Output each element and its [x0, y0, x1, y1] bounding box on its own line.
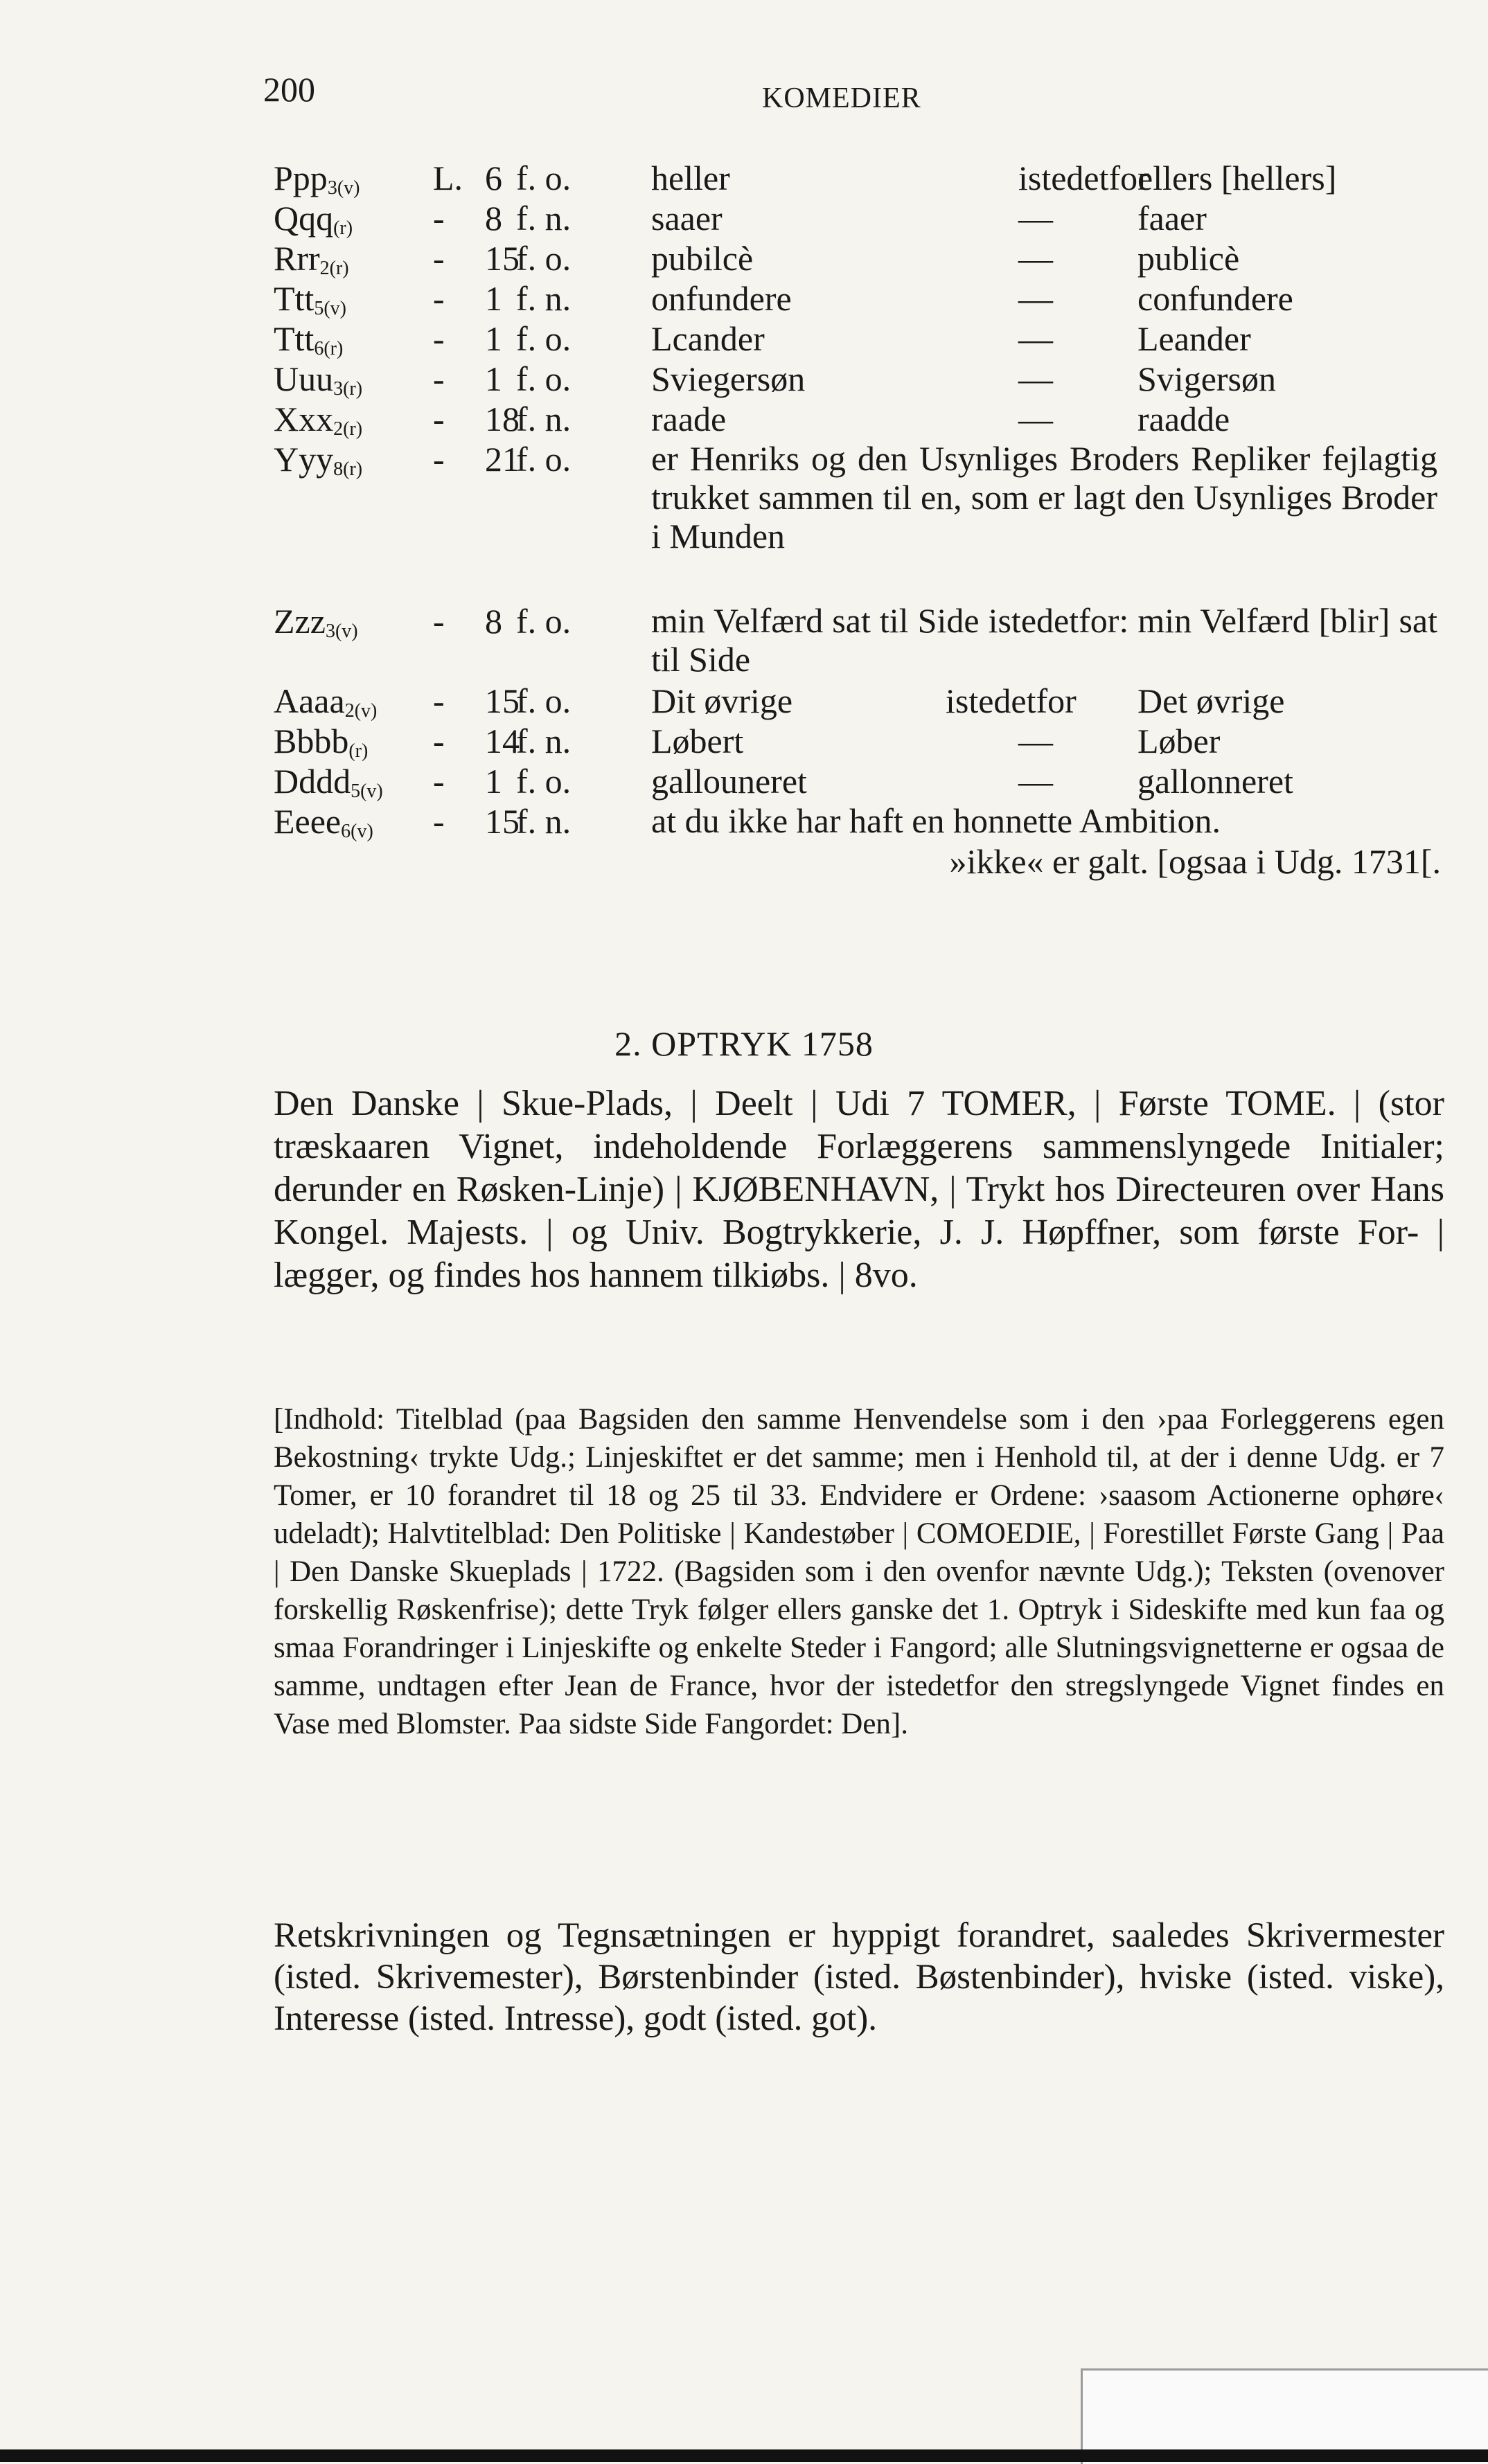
line-position: f. o.: [516, 319, 572, 358]
line-position: f. o.: [516, 762, 572, 801]
section-title: 2. OPTRYK 1758: [614, 1024, 874, 1063]
signature: Xxx$_{2(r)}$: [274, 400, 363, 440]
signature: Uuu$_{3(r)}$: [274, 359, 363, 400]
separator: —: [1018, 400, 1053, 438]
line-position: f. o.: [516, 159, 572, 197]
correct-reading: gallonneret: [1137, 762, 1293, 801]
errata-row: [274, 158, 1451, 198]
content-note: [Indhold: Titelblad (paa Bagsiden den samme Henvendelse som i den ›paa Forleggerens egen Bekostning‹ trykte Udg.; Linjeskiftet er det samme; men i Henhold til, at der i denne Udg. er 7 Tomer, er 10 forandret til 18 og 25 til 33. Endvidere er Ordene: ›saasom Actionerne ophøre‹ udeladt); Halvtitelblad: Den Politiske | Kandestøber | COMOEDIE, | Forestillet Første Gang | Paa | Den Danske Skueplads | 1722. (Bagsiden som i den ovenfor nævnte Udg.); Teksten (ovenover forskellig Røskenfrise); dette Tryk følger ellers ganske det 1. Optryk i Sideskifte med kun faa og smaa Forandringer i Linjeskifte og enkelte Steder i Fangord; alle Slutningsvignetterne er ogsaa de samme, undtagen efter Jean de France, hvor der istedetfor den stregslyngede Vignet findes en Vase med Blomster. Paa sidste Side Fangordet: Den].: [274, 1403, 1444, 1740]
errata-row: [274, 278, 1451, 319]
separator: —: [1018, 279, 1053, 318]
line-position: f. o.: [516, 681, 572, 720]
signature: Ppp$_{3(v)}$: [274, 159, 360, 199]
line-prefix: -: [433, 681, 445, 720]
line-number: 1: [485, 359, 502, 398]
correct-reading: ellers [hellers]: [1137, 159, 1337, 197]
separator: —: [1018, 239, 1053, 278]
wrong-reading: Løbert: [651, 722, 744, 760]
errata-row: [274, 198, 1451, 238]
signature: Bbbb$_{(r)}$: [274, 722, 369, 762]
correct-reading: Leander: [1137, 319, 1251, 358]
line-number: 1: [485, 762, 502, 801]
errata-row: [274, 238, 1451, 278]
line-number: 14: [485, 722, 520, 760]
line-prefix: -: [433, 239, 445, 278]
wrong-reading: heller: [651, 159, 730, 197]
correct-reading: Løber: [1137, 722, 1221, 760]
separator: istedetfor: [946, 681, 1077, 720]
errata-row: [274, 721, 1451, 761]
title-description: Den Danske | Skue-Plads, | Deelt | Udi 7 TOMER, | Første TOME. | (stor træskaaren Vignet, indeholdende Forlæggerens sammenslyngede Initialer; derunder en Røsken-Linje) | KJØBENHAVN, | Trykt hos Directeuren over Hans Kongel. Majests. | og Univ. Bogtrykkerie, J. J. Høpffner, som første For- | lægger, og findes hos hannem tilkiøbs. | 8vo.: [274, 1084, 1444, 1295]
line-number: 15: [485, 681, 520, 720]
signature: Yyy$_{8(r)}$: [274, 440, 363, 480]
line-position: f. o.: [516, 239, 572, 278]
running-head: KOMEDIER: [762, 82, 921, 114]
line-position: f. n.: [516, 802, 572, 841]
correct-reading: confundere: [1137, 279, 1293, 318]
line-number: 6: [485, 159, 502, 197]
correct-reading: publicè: [1137, 239, 1240, 278]
errata-note-continuation: »ikke« er galt. [ogsaa i Udg. 1731[.: [949, 842, 1441, 881]
wrong-reading: saaer: [651, 199, 723, 238]
line-prefix: -: [433, 359, 445, 398]
errata-list: [274, 158, 1451, 884]
line-prefix: -: [433, 440, 445, 479]
line-number: 1: [485, 319, 502, 358]
line-position: f. o.: [516, 440, 572, 479]
separator: —: [1018, 762, 1053, 801]
line-prefix: L.: [433, 159, 463, 197]
correct-reading: Svigersøn: [1137, 359, 1276, 398]
line-number: 15: [485, 802, 520, 841]
line-prefix: -: [433, 802, 445, 841]
line-prefix: -: [433, 279, 445, 318]
errata-row: [274, 399, 1451, 439]
line-position: f. o.: [516, 602, 572, 641]
wrong-reading: Sviegersøn: [651, 359, 806, 398]
signature: Aaaa$_{2(v)}$: [274, 681, 378, 722]
line-position: f. n.: [516, 722, 572, 760]
line-number: 8: [485, 199, 502, 238]
separator: —: [1018, 199, 1053, 238]
line-number: 8: [485, 602, 502, 641]
line-number: 18: [485, 400, 520, 438]
errata-note: er Henriks og den Usynliges Broders Repliker fejlagtig trukket sammen til en, som er lagt den Usynliges Broder i Munden: [651, 439, 1437, 555]
page-number: 200: [263, 70, 315, 109]
signature: Ttt$_{6(r)}$: [274, 319, 344, 359]
errata-note: at du ikke har haft en honnette Ambition.: [651, 801, 1221, 840]
wrong-reading: raade: [651, 400, 727, 438]
line-prefix: -: [433, 762, 445, 801]
wrong-reading: gallouneret: [651, 762, 807, 801]
separator: —: [1018, 722, 1053, 760]
signature: Zzz$_{3(v)}$: [274, 602, 358, 642]
signature: Eeee$_{6(v)}$: [274, 802, 373, 842]
separator: —: [1018, 359, 1053, 398]
correct-reading: Det øvrige: [1137, 681, 1285, 720]
errata-row: [274, 601, 1451, 681]
errata-row: [274, 761, 1451, 801]
line-position: f. n.: [516, 400, 572, 438]
wrong-reading: pubilcè: [651, 239, 754, 278]
line-prefix: -: [433, 400, 445, 438]
scan-edge: [0, 2449, 1488, 2462]
wrong-reading: onfundere: [651, 279, 792, 318]
line-position: f. n.: [516, 199, 572, 238]
line-prefix: -: [433, 319, 445, 358]
line-prefix: -: [433, 199, 445, 238]
line-number: 15: [485, 239, 520, 278]
errata-row: [274, 319, 1451, 359]
separator: —: [1018, 319, 1053, 358]
correct-reading: faaer: [1137, 199, 1207, 238]
errata-row: [274, 681, 1451, 721]
orthography-note: Retskrivningen og Tegnsætningen er hyppigt forandret, saaledes Skrivermester (isted. Skrivemester), Børstenbinder (isted. Bøstenbinder), hviske (isted. viske), Interesse (isted. Intresse), godt (isted. got).: [274, 1916, 1444, 2038]
errata-row: [274, 801, 1451, 884]
line-position: f. o.: [516, 359, 572, 398]
signature: Qqq$_{(r)}$: [274, 199, 353, 239]
signature: Ttt$_{5(v)}$: [274, 279, 346, 319]
errata-note: min Velfærd sat til Side istedetfor: min Velfærd [blir] sat til Side: [651, 601, 1437, 679]
separator: istedetfor: [1018, 159, 1149, 197]
line-prefix: -: [433, 602, 445, 641]
line-prefix: -: [433, 722, 445, 760]
correct-reading: raadde: [1137, 400, 1230, 438]
wrong-reading: Dit øvrige: [651, 681, 793, 720]
line-number: 21: [485, 440, 520, 479]
wrong-reading: Lcander: [651, 319, 765, 358]
errata-row: [274, 359, 1451, 399]
line-position: f. n.: [516, 279, 572, 318]
errata-row: [274, 439, 1451, 601]
line-number: 1: [485, 279, 502, 318]
signature: Rrr$_{2(r)}$: [274, 239, 349, 279]
signature: Dddd$_{5(v)}$: [274, 762, 383, 802]
